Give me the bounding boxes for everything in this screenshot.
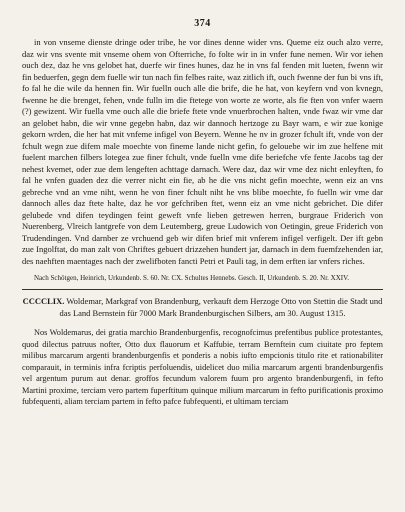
page-number: 374: [194, 18, 211, 29]
latin-paragraph: Nos Woldemarus, dei gratia marchio Brandenburgenfis, recognofcimus prefentibus publice protestantes, quod dilectus patruus nofter, Otto dux flauorum et Kaffubie, terram Bernftein cum ciuitate pro feptem milibus marcarum argenti brandenburgenfis et ponderis a nobis iufto empcionis titulo rite et rationabiliter comparauit, in terminis infra fcriptis perfoluendis, uidelicet duo milia marcarum argenti brandenburgenfis vel argentum purum aut denar. groffos fecundum valorem fuum pro argento brandenburgenfi, in fefto Martini proxime, terciam vero partem fuperftitum quinque milium marcarum in fefto purificationis proximo fubfequenti, aliam terciam partem in fefto pafce fubfequenti, et ultimam terciam: [22, 328, 383, 406]
section-divider: [22, 289, 383, 290]
heading-text: Woldemar, Markgraf von Brandenburg, verkauft dem Herzoge Otto von Stettin die Stadt und das Land Bernstein für 7000 Mark Brandenburgischen Silbers, am 30. August 1315.: [59, 296, 383, 318]
source-note: Nach Schötgen, Heinrich, Urkundenb. S. 60. Nr. CX. Schultes Hennebs. Gesch. II, Urkundenb. S. 20. Nr. XXIV.: [34, 274, 350, 282]
heading-number: CCCCLIX.: [22, 296, 65, 306]
charter-paragraph: in von vnseme dienste dringe oder tribe, he vor dines denne wider vns. Queme eiz ouch alzo verre, daz wir vns svente mit vnseme ohem von Ofterriche, fo folte wir in in vnfer fune nemen. Wir vor iehen ouch dez, daz he vns gelobet hat, duerfe wir fines hunes, daz he in vns fal fenden mit lueten, fwenn wir fin beduerfen, gegn dem fuelle wir tun nach fin felbes raite, waz zitlich ift, ouch fwenne der fun bi vns ift, fo fal he die wile da hennen fin. Wir fuelln ouch alle die brife, die he hat, von keyfern vnd von kvnegn, fwenne he die brenget, fehen, vnde fulln im die ftetege von worte ze worte, als fie ften von vnfer waern (?) gewizent. Wir fuella vme ouch alle die briefe ftete vnde vnuerbrochen halten, vnde fwaz wir vme dar an gelobet habn, die wir vnne gegebn habn, daz wir dannoch hertzoge zu Bayr warn, e wir zue konige gekorn wrden, die her hat mit vnfeme infigel von Beyern. Wenne he nv in grozer fchult ift, vnde von der fchult wegn zue difem male moechte von fineme lande nicht gefin, fo gelouebe wir im zue helfene mit fuelent marchen filbers lotegea zue finer fchult, vnde fuelln vme dife beriefche vfe fente Jacobs tag der nehest kvemet, oder zue dem lengeften achttage darnach. Were daz, daz wir vme dez nicht enleyften, fo fal he vnfen guaden dez die verrer nicht ein fie, ab he die vns nicht gefin moechte, wenn eiz an vns gebreche vnd an vme niht, wenn he von finer fchult niht he vns blibe moechte, fo fuelln wir vme dar dannoch alles daz ftete halte, daz he vor gefchriben ftet, wenn eiz an vme nicht gebrichet. Die difer gelubede vnd difen teydingen feint geweft vnfe lieben getrewen herren, burgraue Friderich von Nuerenberg, Vlreich lantgrefe von dem Leutemberg, greue Ludowich von Oetingin, greue Friderich von Trudendingen. Vnd darnber ze vrchuend geb wir difen brief mit vnferem infigel verfigelt. Der ift gebn zue Ingolftat, do man zalt von Chriftes gebuert drizzehen hundert jar, darnach in dem fuemfzehenden iar, des naehften maentages nach der zwelifboten fancti Petri et Pauli tag, in dem erften iar vnfers riches.: [22, 37, 383, 266]
document-heading: [22, 296, 383, 319]
